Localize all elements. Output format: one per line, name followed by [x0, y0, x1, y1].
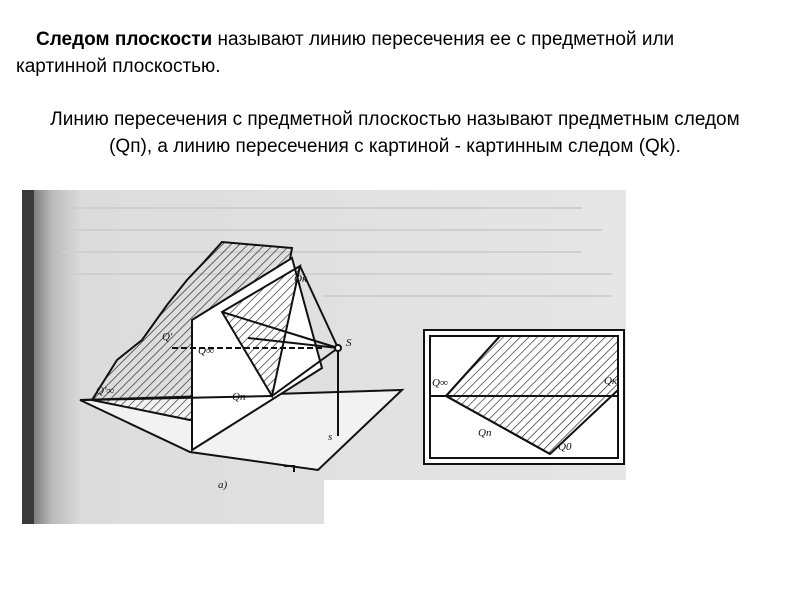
label-q-inf-left: Q'∞ — [96, 385, 115, 397]
label-r-qk: Qк — [604, 375, 618, 387]
perspective-diagram — [22, 190, 626, 524]
definition-text: называют линию пересечения ее с предметной или картинной плоскостью. — [16, 29, 675, 77]
label-r-qn: Qп — [478, 427, 492, 439]
label-r-q0: Q0 — [558, 441, 572, 453]
figure-scan — [22, 190, 626, 524]
label-qn: Qп — [232, 391, 246, 403]
label-s-bottom: s — [328, 431, 333, 443]
explanation-paragraph: Линию пересечения с предметной плоскостью называют предметным следом (Qп), а линию пересечения с картиной - картинным следом (Qk). — [50, 109, 740, 157]
right-diagram — [424, 330, 624, 464]
label-q-inf-mid: Q∞ — [198, 345, 214, 357]
figure-caption: а) — [218, 479, 228, 491]
label-s-top: S — [346, 337, 352, 349]
label-qk: Qк — [294, 273, 308, 285]
scan-binding-shadow — [22, 190, 34, 524]
definition-paragraph — [16, 26, 736, 80]
label-q-prime: Q' — [162, 331, 173, 343]
label-r-q-inf: Q∞ — [432, 377, 448, 389]
definition-term: Следом плоскости — [36, 29, 213, 50]
